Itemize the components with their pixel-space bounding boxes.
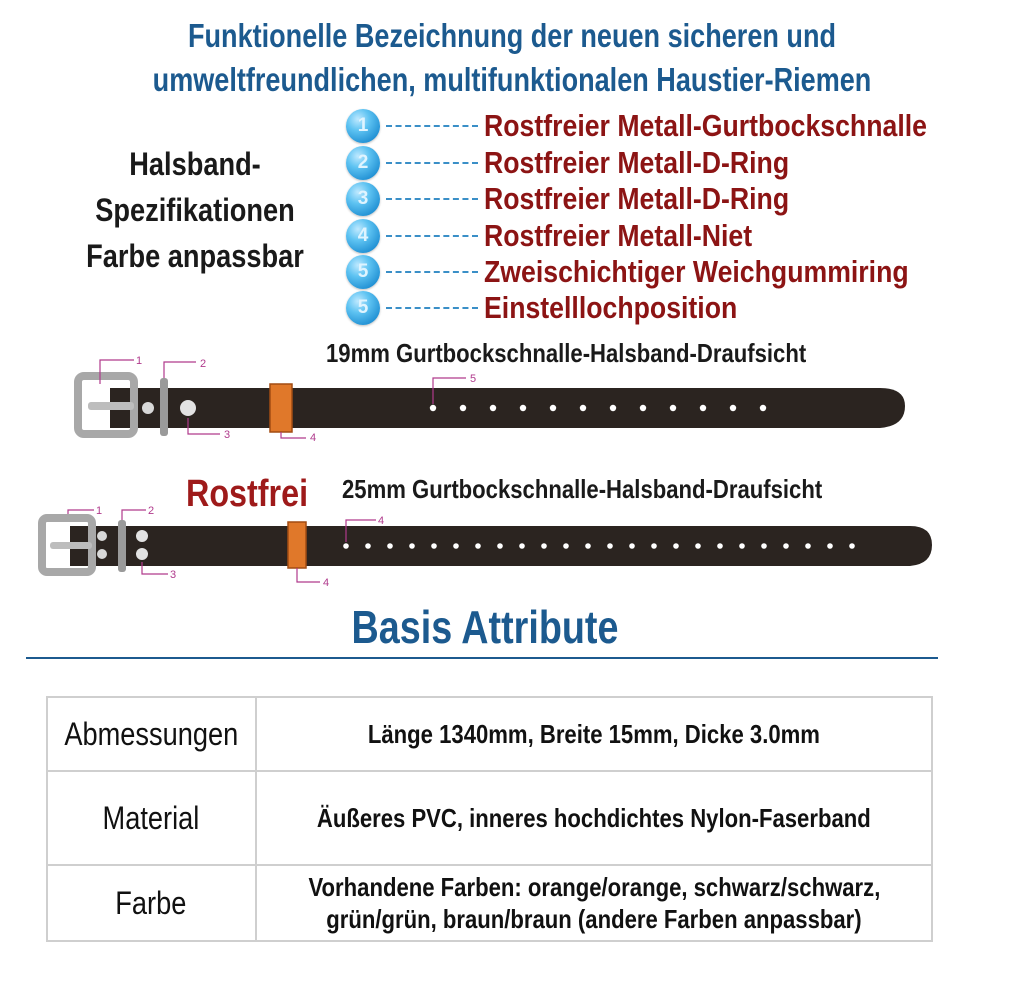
marker-label: 3 — [170, 569, 177, 581]
marker-label: 4 — [378, 515, 385, 527]
marker-label: 1 — [96, 505, 103, 517]
page-title-line1: Funktionelle Bezeichnung der neuen sicheren und — [187, 17, 837, 54]
marker-label: 1 — [136, 355, 143, 367]
legend-item-5 — [346, 254, 978, 290]
legend-label: Rostfreier Metall-Niet — [484, 218, 753, 253]
buckle-prong — [50, 542, 92, 549]
section-divider — [26, 657, 938, 659]
number-badge-icon: 2 — [346, 146, 380, 180]
number-badge-icon: 5 — [346, 291, 380, 325]
marker-label: 4 — [323, 577, 330, 589]
dashed-connector — [386, 125, 478, 127]
section-title: Basis Attribute — [351, 601, 619, 653]
collar-25mm-illustration — [30, 500, 950, 595]
legend-item-4 — [346, 218, 796, 254]
strap-body — [110, 388, 905, 428]
attribute-value-line1: Vorhandene Farben: orange/orange, schwarz/schwarz, — [308, 872, 880, 902]
marker-label: 2 — [200, 358, 207, 370]
dashed-connector — [386, 307, 478, 309]
attribute-key: Abmessungen — [47, 697, 256, 771]
spec-line3: Farbe anpassbar — [86, 238, 304, 274]
marker-label: 5 — [470, 373, 477, 385]
spec-line2: Spezifikationen — [95, 192, 295, 228]
number-badge-icon: 5 — [346, 255, 380, 289]
spec-line1: Halsband- — [129, 146, 261, 182]
legend-item-6 — [346, 290, 779, 326]
legend-label: Zweischichtiger Weichgummiring — [484, 254, 909, 289]
dashed-connector — [386, 271, 478, 273]
dashed-connector — [386, 162, 478, 164]
rivet-icon — [142, 402, 154, 414]
attribute-value: Länge 1340mm, Breite 15mm, Dicke 3.0mm — [256, 697, 933, 771]
attribute-value-line2: grün/grün, braun/braun (andere Farben anpassbar) — [326, 904, 862, 934]
attribute-value — [256, 865, 933, 941]
rivet-icon — [180, 400, 196, 416]
marker-label: 2 — [148, 505, 155, 517]
buckle-prong — [88, 402, 134, 410]
attribute-value: Äußeres PVC, inneres hochdichtes Nylon-Faserband — [256, 771, 933, 865]
keeper-ring — [270, 384, 292, 432]
table-row — [47, 771, 932, 865]
legend-label: Rostfreier Metall-D-Ring — [484, 145, 790, 180]
keeper-ring — [288, 522, 306, 568]
rivet-icon — [136, 530, 148, 542]
number-badge-icon: 3 — [346, 182, 380, 216]
collar-25mm-title: 25mm Gurtbockschnalle-Halsband-Draufsicht — [342, 474, 823, 504]
dashed-connector — [386, 235, 478, 237]
legend-label: Rostfreier Metall-Gurtbockschnalle — [484, 108, 927, 143]
number-badge-icon: 1 — [346, 109, 380, 143]
legend-item-1 — [346, 108, 999, 144]
marker-label: 3 — [224, 429, 231, 441]
dashed-connector — [386, 198, 478, 200]
legend-item-3 — [346, 181, 839, 217]
collar-19mm-title: 19mm Gurtbockschnalle-Halsband-Draufsicht — [326, 338, 807, 368]
rivet-icon — [97, 531, 107, 541]
d-ring-icon — [160, 378, 168, 436]
legend-label: Rostfreier Metall-D-Ring — [484, 181, 790, 216]
rivet-icon — [136, 548, 148, 560]
marker-label: 4 — [310, 432, 317, 444]
d-ring-icon — [118, 520, 126, 572]
legend-item-2 — [346, 145, 839, 181]
collar-19mm-illustration — [60, 348, 920, 448]
table-row — [47, 697, 932, 771]
attributes-table — [46, 696, 933, 942]
table-row — [47, 865, 932, 941]
legend-label: Einstelllochposition — [484, 290, 738, 325]
rivet-icon — [97, 549, 107, 559]
rostfrei-badge: Rostfrei — [186, 473, 309, 515]
attribute-key: Material — [47, 771, 256, 865]
number-badge-icon: 4 — [346, 219, 380, 253]
page-title-line2: umweltfreundlichen, multifunktionalen Haustier-Riemen — [152, 61, 872, 98]
attribute-key: Farbe — [47, 865, 256, 941]
